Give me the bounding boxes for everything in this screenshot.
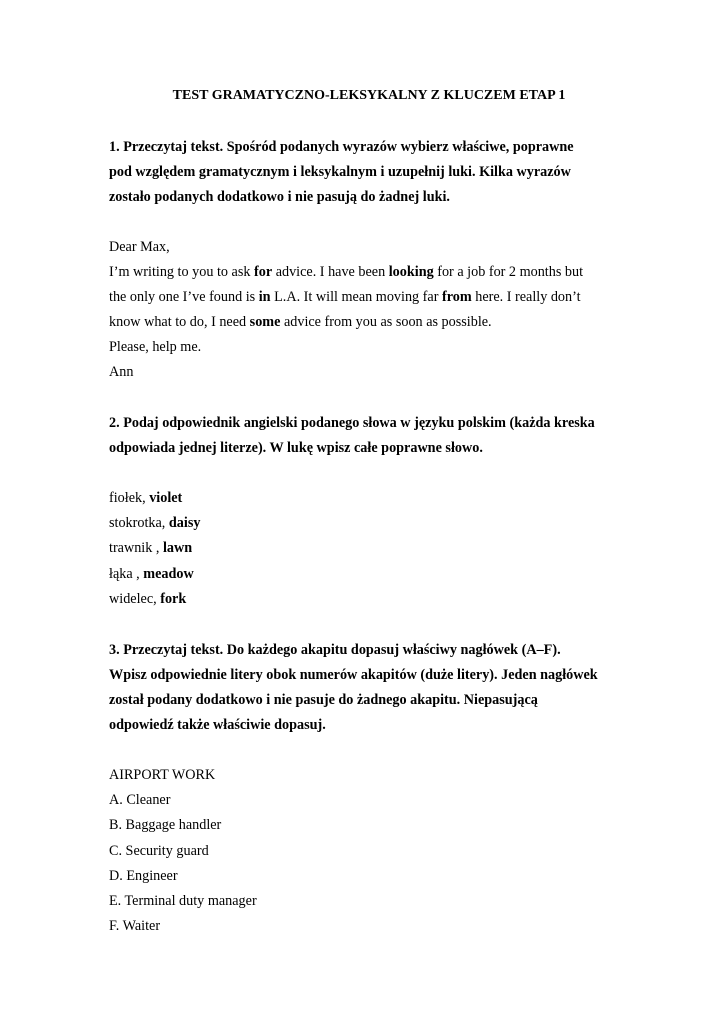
vocab-item <box>109 514 200 532</box>
vocab-item <box>109 590 186 608</box>
heading-option-a: A. Cleaner <box>109 792 171 808</box>
task1-instruction-line-2: pod względem gramatycznym i leksykalnym i uzupełnij luki. Kilka wyrazów <box>109 164 571 180</box>
answer-word: some <box>249 314 281 330</box>
heading-option-e: E. Terminal duty manager <box>109 893 257 909</box>
document-title: TEST GRAMATYCZNO-LEKSYKALNY Z KLUCZEM ETAP 1 <box>172 88 566 103</box>
english-answer: fork <box>160 591 187 607</box>
letter-text: here. I really don’t <box>471 289 581 305</box>
english-answer: daisy <box>168 515 201 531</box>
answer-word: in <box>258 289 271 305</box>
answer-word: looking <box>388 264 434 280</box>
letter-text: know what to do, I need <box>109 314 250 330</box>
heading-option-d: D. Engineer <box>109 868 178 884</box>
answer-word: from <box>441 289 472 305</box>
vocab-item <box>109 565 194 583</box>
task3-instruction-line-3: został podany dodatkowo i nie pasuje do żadnego akapitu. Niepasującą <box>109 692 538 708</box>
polish-word: stokrotka, <box>109 515 169 531</box>
heading-option-c: C. Security guard <box>109 843 209 859</box>
polish-word: trawnik , <box>109 540 163 556</box>
polish-word: łąka , <box>109 566 144 582</box>
polish-word: widelec, <box>109 591 161 607</box>
letter-signature: Ann <box>109 364 134 380</box>
letter-text: for a job for 2 months but <box>433 264 584 280</box>
letter-line-3 <box>109 313 492 331</box>
answer-word: for <box>254 264 273 280</box>
letter-text: advice from you as soon as possible. <box>280 314 492 330</box>
task1-instruction-line-1: 1. Przeczytaj tekst. Spośród podanych wyrazów wybierz właściwe, poprawne <box>109 139 574 155</box>
task3-instruction-line-4: odpowiedź także właściwie dopasuj. <box>109 717 326 733</box>
letter-text: I’m writing to you to ask <box>109 264 255 280</box>
task2-instruction-line-2: odpowiada jednej literze). W lukę wpisz całe poprawne słowo. <box>109 440 483 456</box>
task3-instruction-line-1: 3. Przeczytaj tekst. Do każdego akapitu dopasuj właściwy nagłówek (A–F). <box>109 642 561 658</box>
letter-closing: Please, help me. <box>109 339 202 355</box>
task1-instruction-line-3: zostało podanych dodatkowo i nie pasują do żadnej luki. <box>109 189 450 205</box>
letter-line-2 <box>109 288 581 306</box>
letter-greeting: Dear Max, <box>109 239 170 255</box>
vocab-item <box>109 539 192 557</box>
polish-word: fiołek, <box>109 490 150 506</box>
task2-instruction-line-1: 2. Podaj odpowiednik angielski podanego słowa w języku polskim (każda kreska <box>109 415 595 431</box>
letter-text: the only one I’ve found is <box>109 289 259 305</box>
heading-option-b: B. Baggage handler <box>109 817 222 833</box>
letter-text: advice. I have been <box>272 264 389 280</box>
task3-instruction-line-2: Wpisz odpowiednie litery obok numerów akapitów (duże litery). Jeden nagłówek <box>109 667 598 683</box>
english-answer: violet <box>149 490 183 506</box>
heading-option-f: F. Waiter <box>109 918 161 934</box>
letter-text: L.A. It will mean moving far <box>270 289 442 305</box>
letter-line-1 <box>109 263 583 281</box>
section-heading: AIRPORT WORK <box>109 767 216 783</box>
english-answer: meadow <box>143 566 194 582</box>
english-answer: lawn <box>162 540 193 556</box>
vocab-item <box>109 489 182 507</box>
